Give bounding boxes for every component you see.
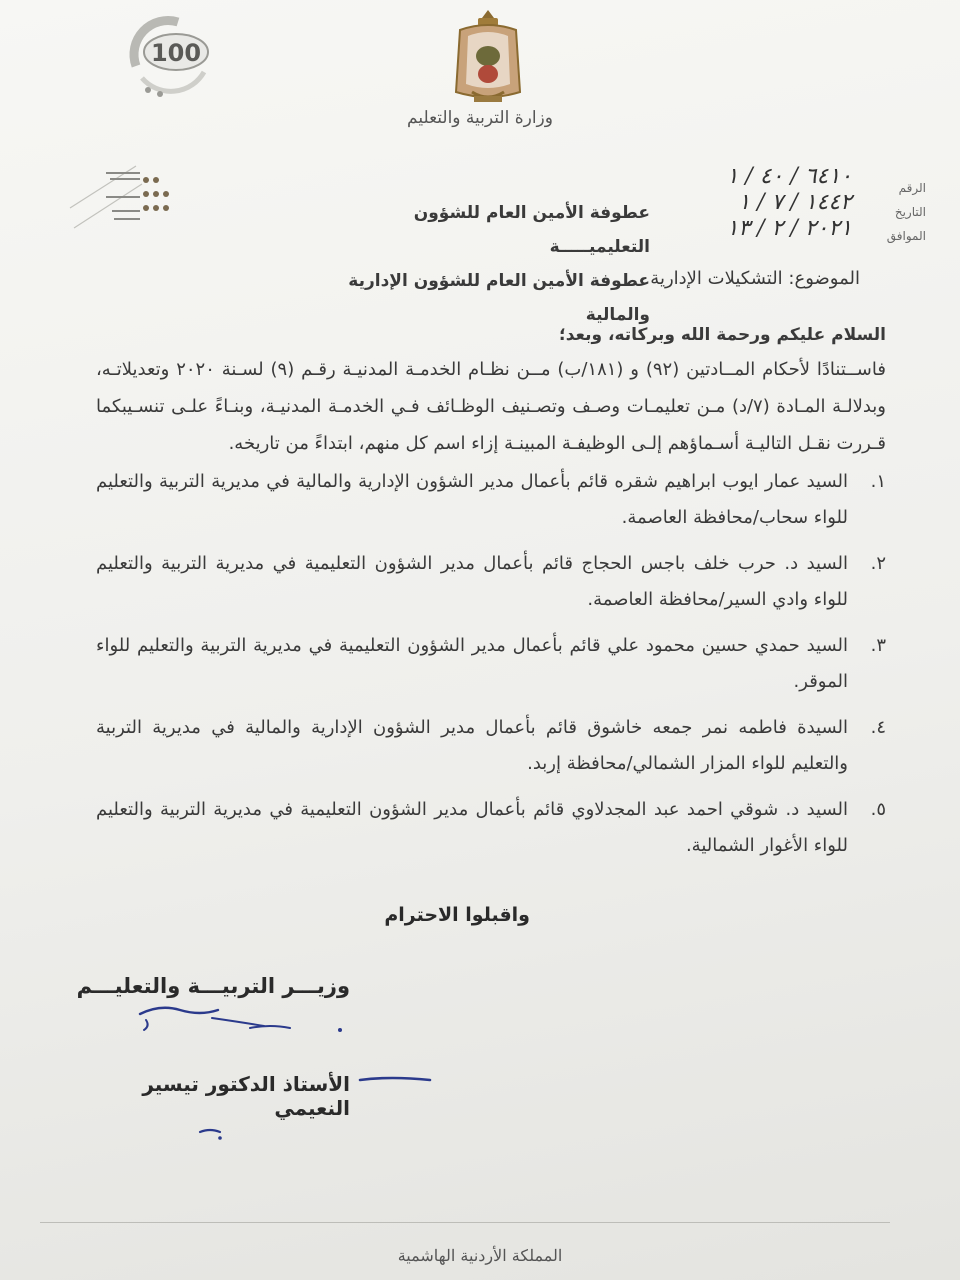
transfer-list xyxy=(96,464,886,864)
centenary-logo xyxy=(118,8,218,100)
recipient-line: عطوفة الأمين العام للشؤون الإدارية والمالية xyxy=(348,271,650,325)
footer-divider xyxy=(40,1222,890,1223)
ref-corresponding-label: الموافق xyxy=(886,229,926,243)
footer-text: المملكة الأردنية الهاشمية xyxy=(397,1246,563,1265)
ref-date-value: ١٤٤٢ / ٧ / ١ xyxy=(738,190,852,215)
centenary-number: 100 xyxy=(150,39,202,67)
reference-labels xyxy=(846,176,926,248)
list-item-number: ٥. xyxy=(870,799,886,820)
recipient-line: عطوفة الأمين العام للشؤون التعليميـــــة xyxy=(413,203,650,257)
intro-paragraph: فاســتنادًا لأحكام المــادتين (٩٢) و (١٨١/ب) مــن نظـام الخدمـة المدنيـة رقـم (٩) لسـنة ٢٠٢٠ وتعديلاتـه، وبدلالـة المـادة (٧/د) مـن تعليمـات وصـف وتصـنيف الوظـائف فـي الخدمـة المدنيـة، وبنـاءً علـى تنسـيبكما قـررت نقـل التاليـة أسـماؤهم إلـى الوظيفـة المبينـة إزاء اسم كل منهم، ابتداءً من تاريخه. xyxy=(96,359,886,454)
list-item-number: ٤. xyxy=(870,717,886,738)
list-item xyxy=(96,792,886,864)
ref-corresponding-value: ٢٠٢١ / ٢ / ١٣ xyxy=(726,216,852,241)
ref-number-label: الرقم xyxy=(898,181,926,195)
letter-body xyxy=(96,325,886,874)
reference-values xyxy=(672,164,852,242)
ministry-header: وزارة التربية والتعليم xyxy=(407,108,553,128)
closing-line: واقبلوا الاحترام xyxy=(384,904,530,926)
list-item-number: ٣. xyxy=(870,635,886,656)
ref-number-value: ٦٤١٠ / ٤٠ / ١ xyxy=(726,164,852,189)
ref-date-label: التاريخ xyxy=(894,205,926,219)
list-item xyxy=(96,546,886,618)
list-item-text: السيدة فاطمه نمر جمعه خاشوق قائم بأعمال مدير الشؤون الإدارية والمالية في مديرية التربية والتعليم للواء المزار الشمالي/محافظة إربد. xyxy=(96,717,848,774)
awards-emblem xyxy=(66,158,170,234)
list-item-text: السيد عمار ايوب ابراهيم شقره قائم بأعمال مدير الشؤون الإدارية والمالية في مديرية التربية والتعليم للواء سحاب/محافظة العاصمة. xyxy=(96,471,848,528)
greeting: السلام عليكم ورحمة الله وبركاته، وبعد؛ xyxy=(558,325,886,345)
coat-of-arms-icon xyxy=(448,6,528,108)
list-item xyxy=(96,464,886,536)
minister-title: وزيـــر التربيـــة والتعليـــم xyxy=(76,974,350,998)
list-item-text: السيد حمدي حسين محمود علي قائم بأعمال مدير الشؤون التعليمية في مديرية التربية والتعليم للواء الموقر. xyxy=(96,635,848,692)
list-item-text: السيد د. حرب خلف باجس الحجاج قائم بأعمال مدير الشؤون التعليمية في مديرية التربية والتعليم للواء وادي السير/محافظة العاصمة. xyxy=(96,553,848,610)
list-item xyxy=(96,628,886,700)
list-item-number: ٢. xyxy=(870,553,886,574)
handwritten-signature xyxy=(50,990,450,1150)
list-item-number: ١. xyxy=(870,471,886,492)
recipients xyxy=(320,196,650,332)
list-item-text: السيد د. شوقي احمد عبد المجدلاوي قائم بأعمال مدير الشؤون التعليمية في مديرية التربية والتعليم للواء الأغوار الشمالية. xyxy=(96,799,848,856)
list-item xyxy=(96,710,886,782)
subject-line: الموضوع: التشكيلات الإدارية xyxy=(650,268,860,289)
minister-name: الأستاذ الدكتور تيسير النعيمي xyxy=(142,1072,350,1120)
